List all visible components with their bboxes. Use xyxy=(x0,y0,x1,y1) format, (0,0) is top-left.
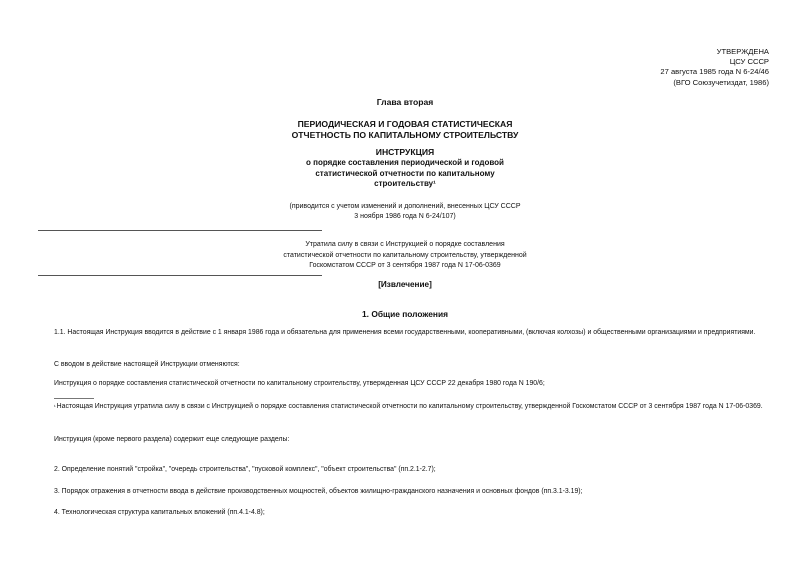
instruction-subtitle-line xyxy=(40,179,770,190)
instruction-subtitle-text: строительству xyxy=(374,179,434,189)
amendment-note-line: 3 ноября 1986 года N 6-24/107) xyxy=(354,213,456,221)
footnote-marker: ¹ xyxy=(54,404,56,410)
paragraph: 1.1. Настоящая Инструкция вводится в действие с 1 января 1986 года и обязательна для применения всеми государственными, кооперативными, (включая колхозы) и общественными организациями и предприятиями. xyxy=(54,329,756,336)
instruction-subtitle xyxy=(40,158,770,190)
list-item: 4. Технологическая структура капитальных вложений (пп.4.1-4.8); xyxy=(54,509,265,516)
lost-force-line: Госкомстатом СССР от 3 сентября 1987 года N 17-06-0369 xyxy=(309,262,501,270)
lost-force-line: статистической отчетности по капитальному строительству, утвержденной xyxy=(283,251,527,259)
section-title-line: ПЕРИОДИЧЕСКАЯ И ГОДОВАЯ СТАТИСТИЧЕСКАЯ xyxy=(297,119,513,129)
footnote-text xyxy=(38,402,769,413)
paragraph: Инструкция (кроме первого раздела) содержит еще следующие разделы: xyxy=(54,436,290,443)
paragraph: Инструкция о порядке составления статистической отчетности по капитальному строительству, утвержденная ЦСУ СССР 22 декабря 1980 года N 190/6; xyxy=(54,380,545,387)
amendment-note-line: (приводится с учетом изменений и дополнений, внесенных ЦСУ СССР xyxy=(289,203,521,210)
approval-line: 27 августа 1985 года N 6-24/46 xyxy=(660,67,769,77)
instruction-subtitle-line: о порядке составления периодической и годовой xyxy=(306,158,504,167)
amendment-note xyxy=(40,202,770,223)
approval-stamp xyxy=(660,47,769,88)
instruction-title: ИНСТРУКЦИЯ xyxy=(375,147,435,157)
divider xyxy=(38,275,322,276)
approval-line: (ВГО Союзучетиздат, 1986) xyxy=(673,77,769,87)
divider xyxy=(38,230,322,231)
footnote-body: Настоящая Инструкция утратила силу в связи с Инструкцией о порядке составления статистической отчетности по капитальному строительству, утвержденной Госкомстатом СССР от 3 сентября 1987 года N 17-06-0369. xyxy=(56,403,763,410)
chapter-title: Глава вторая xyxy=(376,97,434,107)
instruction-subtitle-line: статистической отчетности по капитальному xyxy=(315,168,495,178)
footnote-link[interactable]: ¹ xyxy=(433,179,436,189)
approval-line: УТВЕРЖДЕНА xyxy=(716,47,769,56)
lost-force-line: Утратила силу в связи с Инструкцией о порядке составления xyxy=(305,241,505,248)
section-title-line: ОТЧЕТНОСТЬ ПО КАПИТАЛЬНОМУ СТРОИТЕЛЬСТВУ xyxy=(291,130,519,140)
section-heading: 1. Общие положения xyxy=(362,309,448,319)
section-title xyxy=(40,119,770,141)
list-item: 2. Определение понятий "стройка", "очередь строительства", "пусковой комплекс", "объект строительства" (пп.2.1-2.7); xyxy=(54,466,436,473)
paragraph: С вводом в действие настоящей Инструкции отменяются: xyxy=(54,361,240,368)
list-item: 3. Порядок отражения в отчетности ввода в действие производственных мощностей, объектов жилищно-гражданского назначения и основных фондов (пп.3.1-3.19); xyxy=(54,488,583,495)
extract-label: [Извлечение] xyxy=(378,280,432,289)
footnote-divider xyxy=(54,398,94,399)
approval-line: ЦСУ СССР xyxy=(729,57,769,67)
lost-force-note xyxy=(40,240,770,272)
